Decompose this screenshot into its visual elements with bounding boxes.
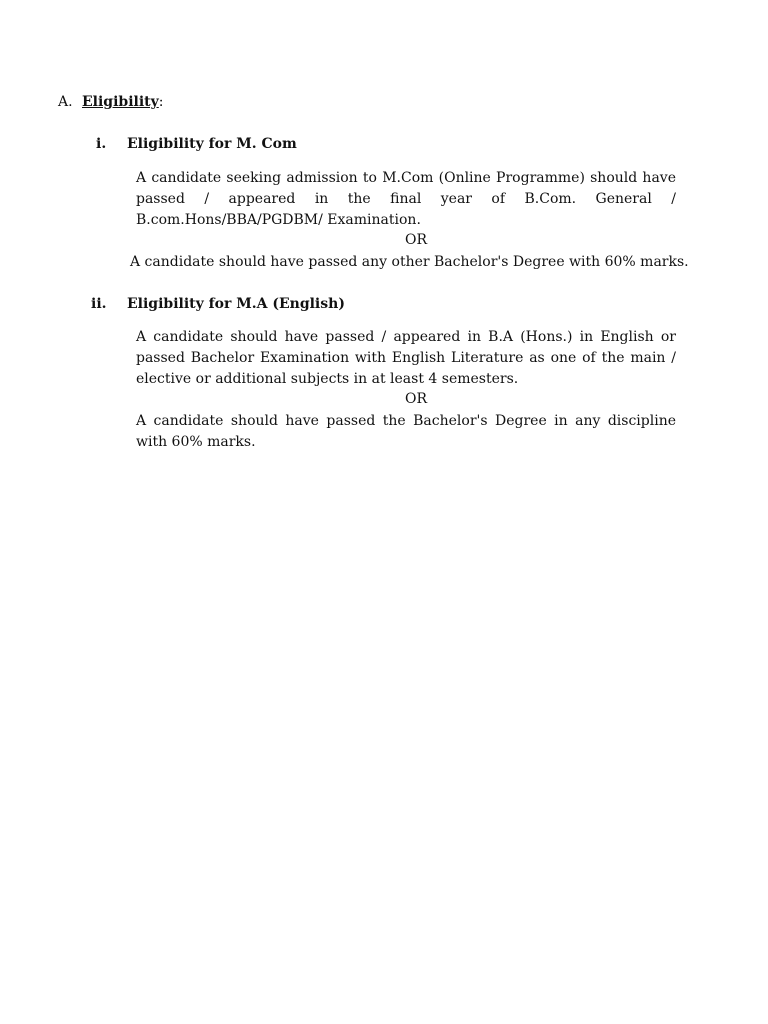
- item-title-mcom: Eligibility for M. Com: [127, 136, 297, 152]
- section-title: [82, 94, 163, 110]
- section-marker: A.: [58, 94, 73, 110]
- ma-eligibility-paragraph-1: A candidate should have passed / appeared in B.A (Hons.) in English or passed Bachelor Examination with English Literature as one of the main / elective or additional subjects in at least 4 semesters.: [136, 329, 676, 387]
- section-title-colon: :: [158, 94, 164, 110]
- mcom-eligibility-paragraph-2: A candidate should have passed any other Bachelor's Degree with 60% marks.: [130, 254, 689, 270]
- item-marker-i: i.: [96, 136, 107, 152]
- item-title-ma-english: Eligibility for M.A (English): [127, 296, 345, 312]
- section-title-text: Eligibility: [82, 94, 159, 110]
- ma-eligibility-paragraph-2: A candidate should have passed the Bachelor's Degree in any discipline with 60% marks.: [136, 413, 676, 450]
- mcom-eligibility-paragraph-1: A candidate seeking admission to M.Com (Online Programme) should have passed / appeared in the final year of B.Com. General / B.com.Hons/BBA/PGDBM/ Examination.: [136, 170, 676, 228]
- ma-or-separator: OR: [404, 391, 428, 407]
- mcom-or-separator: OR: [404, 232, 428, 248]
- item-marker-ii: ii.: [91, 296, 107, 312]
